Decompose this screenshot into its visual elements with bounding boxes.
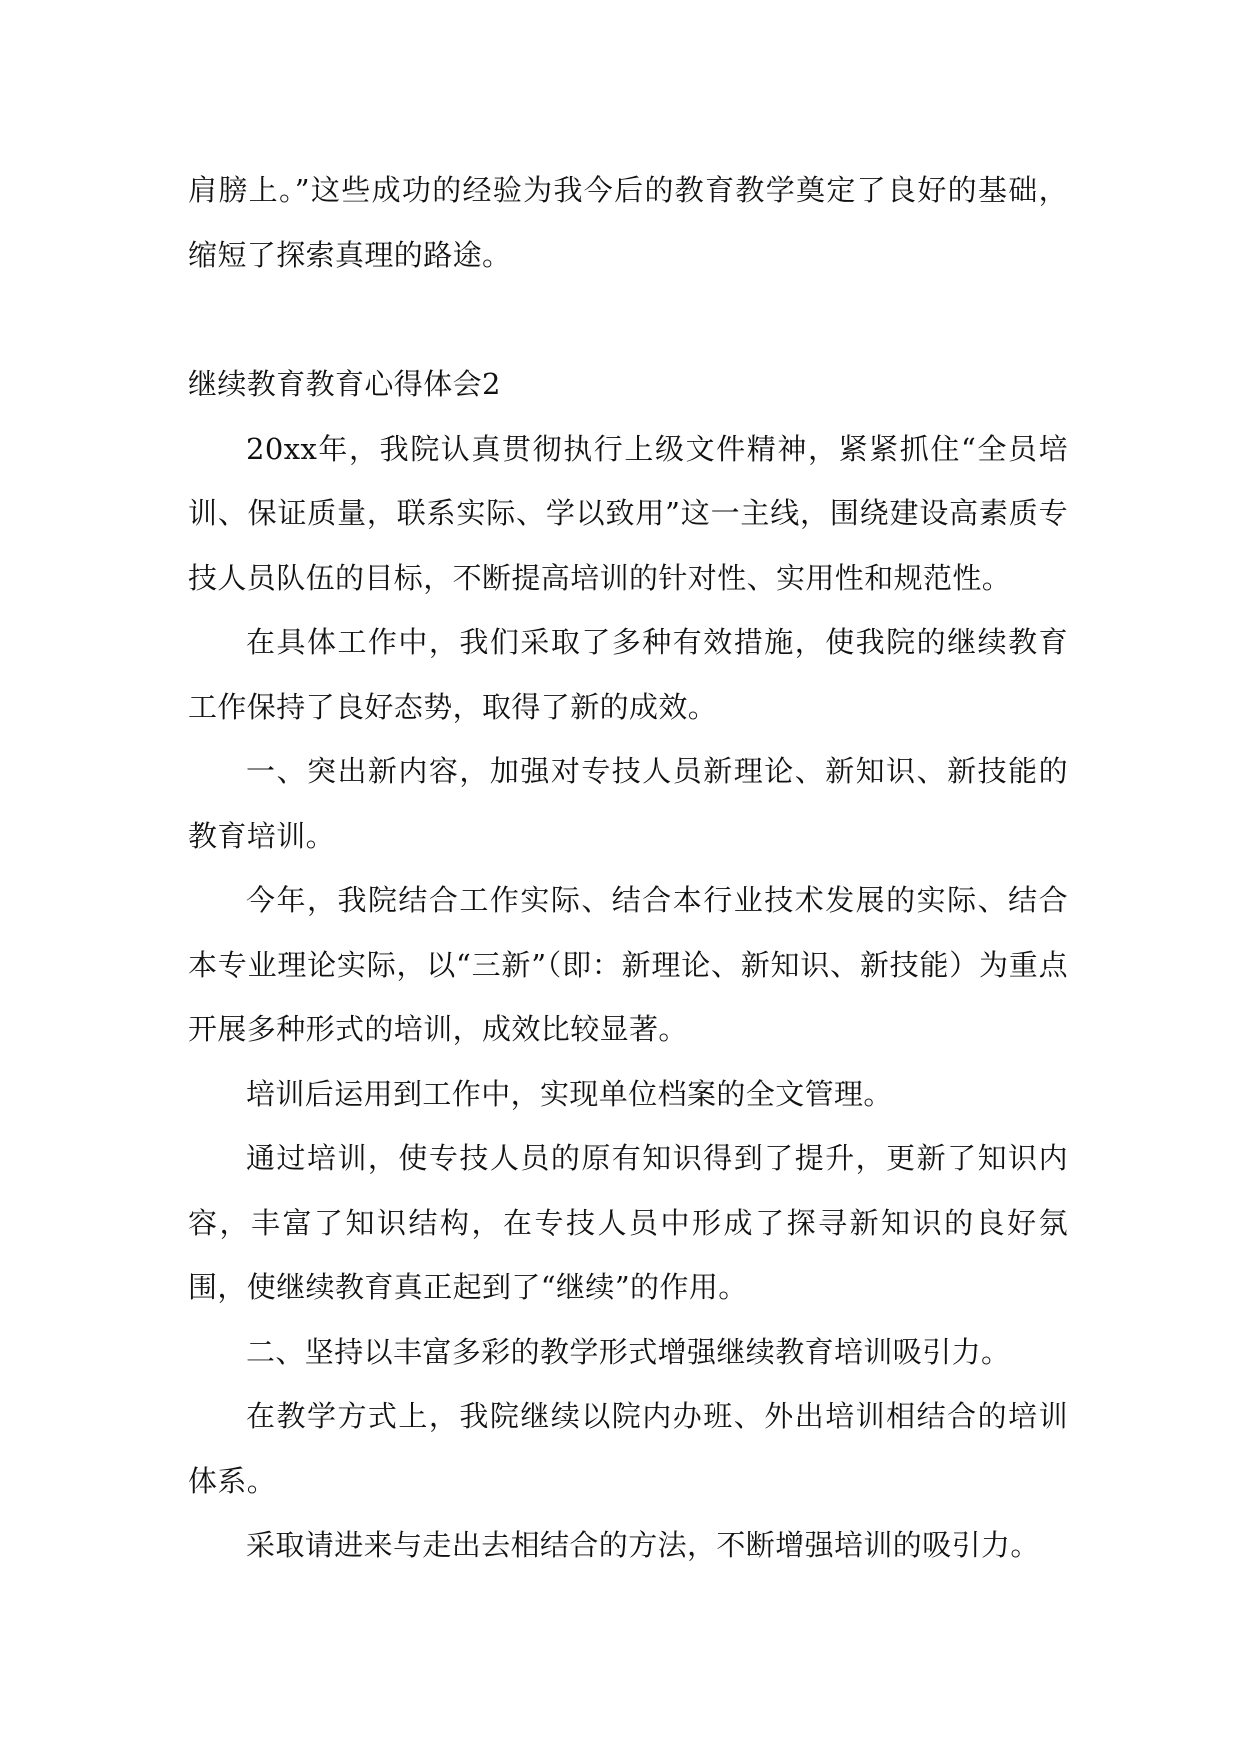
paragraph-1: 20xx年，我院认真贯彻执行上级文件精神，紧紧抓住“全员培训、保证质量，联系实际、学以致用”这一主线，围绕建设高素质专技人员队伍的目标，不断提高培训的针对性、实用性和规范性。 xyxy=(188,431,1068,595)
paragraph-4: 今年，我院结合工作实际、结合本行业技术发展的实际、结合本专业理论实际，以“三新”（即：新理论、新知识、新技能）为重点开展多种形式的培训，成效比较显著。 xyxy=(188,883,1068,1046)
paragraph-3: 一、突出新内容，加强对专技人员新理论、新知识、新技能的教育培训。 xyxy=(188,754,1068,853)
section-gap xyxy=(188,287,1068,352)
paragraph-5: 培训后运用到工作中，实现单位档案的全文管理。 xyxy=(246,1076,893,1111)
paragraph-6: 通过培训，使专技人员的原有知识得到了提升，更新了知识内容，丰富了知识结构，在专技人员中形成了探寻新知识的良好氛围，使继续教育真正起到了“继续”的作用。 xyxy=(188,1141,1068,1304)
paragraph-8: 在教学方式上，我院继续以院内办班、外出培训相结合的培训体系。 xyxy=(188,1399,1068,1498)
section-heading: 继续教育教育心得体会2 xyxy=(188,367,501,401)
paragraph-2: 在具体工作中，我们采取了多种有效措施，使我院的继续教育工作保持了良好态势，取得了新的成效。 xyxy=(188,625,1068,724)
continuation-paragraph: 肩膀上。”这些成功的经验为我今后的教育教学奠定了良好的基础，缩短了探索真理的路途。 xyxy=(188,173,1068,272)
paragraph-7: 二、坚持以丰富多彩的教学形式增强继续教育培训吸引力。 xyxy=(246,1334,1011,1369)
paragraph-9: 采取请进来与走出去相结合的方法，不断增强培训的吸引力。 xyxy=(246,1528,1040,1562)
document-body xyxy=(188,158,1068,1578)
